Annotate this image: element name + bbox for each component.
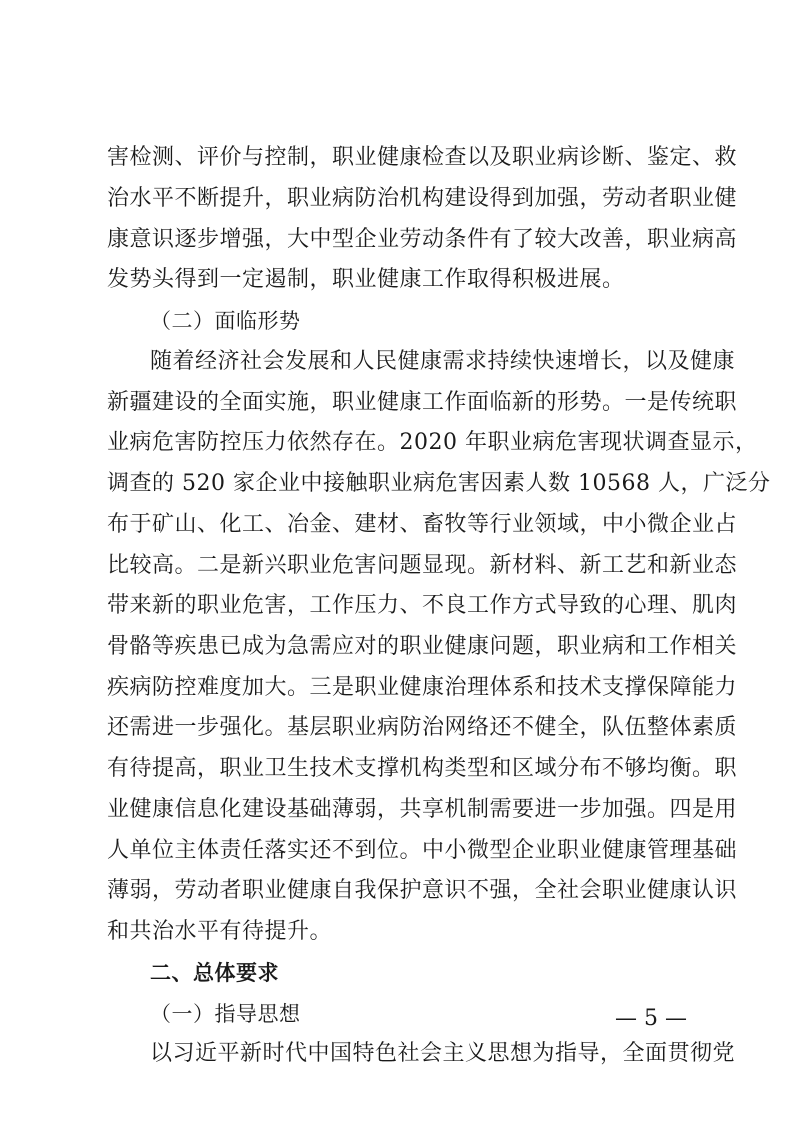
body-text-line: 治水平不断提升，职业病防治机构建设得到加强，劳动者职业健 <box>107 186 738 211</box>
body-text-line: 业健康信息化建设基础薄弱，共享机制需要进一步加强。四是用 <box>107 797 738 822</box>
body-text-line: 调查的 520 家企业中接触职业病危害因素人数 10568 人，广泛分 <box>107 471 771 496</box>
body-text-line: 人单位主体责任落实还不到位。中小微型企业职业健康管理基础 <box>107 838 738 863</box>
body-text-line: 还需进一步强化。基层职业病防治网络还不健全，队伍整体素质 <box>107 715 738 740</box>
body-text-line: 康意识逐步增强，大中型企业劳动条件有了较大改善，职业病高 <box>107 227 738 252</box>
body-text-line: 布于矿山、化工、冶金、建材、畜牧等行业领域，中小微企业占 <box>107 512 738 537</box>
body-text-line: 有待提高，职业卫生技术支撑机构类型和区域分布不够均衡。职 <box>107 756 738 781</box>
body-text-line: 业病危害防控压力依然存在。2020 年职业病危害现状调查显示， <box>107 430 758 455</box>
body-text-line: 骨骼等疾患已成为急需应对的职业健康问题，职业病和工作相关 <box>107 634 738 659</box>
body-text-line: 以习近平新时代中国特色社会主义思想为指导，全面贯彻党 <box>150 1041 736 1066</box>
body-text-line: 薄弱，劳动者职业健康自我保护意识不强，全社会职业健康认识 <box>107 878 738 903</box>
body-text-line: 带来新的职业危害，工作压力、不良工作方式导致的心理、肌肉 <box>107 593 738 618</box>
page-number: — 5 — <box>615 1006 687 1031</box>
section-subheading: （二）面临形势 <box>150 309 301 333</box>
body-text-line: 新疆建设的全面实施，职业健康工作面临新的形势。一是传统职 <box>107 390 738 415</box>
section-subheading: （一）指导思想 <box>150 1002 301 1026</box>
body-text-line: 和共治水平有待提升。 <box>107 919 333 944</box>
body-text-line: 发势头得到一定遏制，职业健康工作取得积极进展。 <box>107 267 625 292</box>
body-text-line: 比较高。二是新兴职业危害问题显现。新材料、新工艺和新业态 <box>107 553 738 578</box>
body-text-line: 疾病防控难度加大。三是职业健康治理体系和技术支撑保障能力 <box>107 675 738 700</box>
body-text-line: 害检测、评价与控制，职业健康检查以及职业病诊断、鉴定、救 <box>107 145 738 170</box>
section-heading: 二、总体要求 <box>150 961 279 985</box>
body-text-line: 随着经济社会发展和人民健康需求持续快速增长，以及健康 <box>150 349 736 374</box>
